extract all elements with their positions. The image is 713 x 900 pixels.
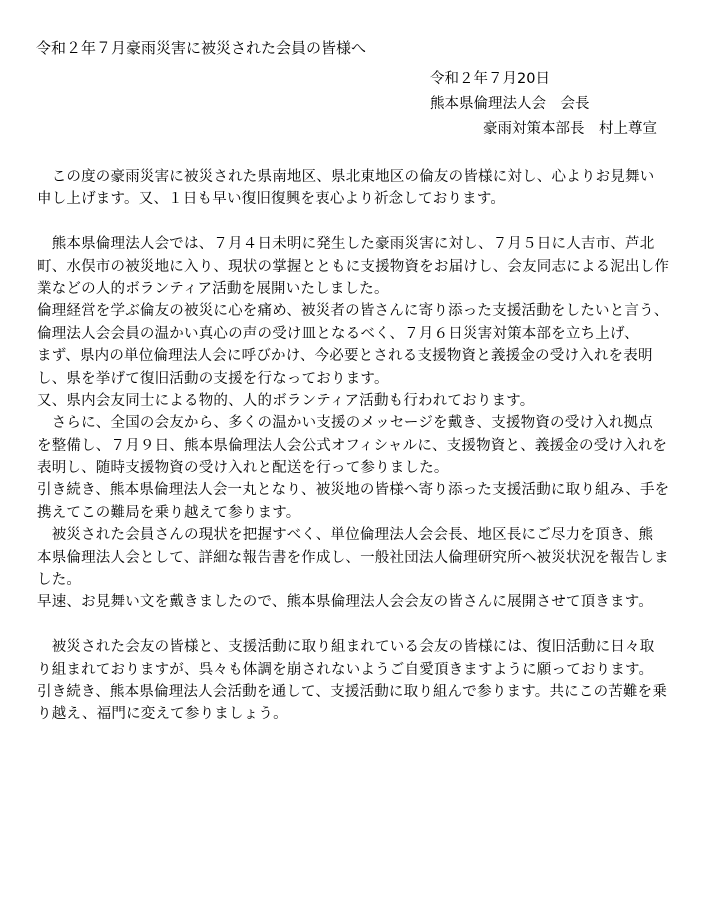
sender-headquarters: 豪雨対策本部長 村上尊宣	[483, 121, 657, 137]
body-line: 早速、お見舞い文を戴きましたので、熊本県倫理法人会会友の皆さんに展開させて頂きます。	[37, 594, 653, 611]
body-line: 業などの人的ボランティア活動を展開いたしました。	[37, 280, 389, 297]
body-line: 被災された会友の皆様と、支援活動に取り組まれている会友の皆様には、復旧活動に日々取	[37, 639, 655, 656]
body-line: 倫理法人会会員の温かい真心の声の受け皿となるべく、７月６日災害対策本部を立ち上げ、	[37, 325, 639, 342]
paragraph-gap	[37, 614, 687, 636]
letter-date: 令和２年７月20日	[430, 71, 550, 87]
letter-body	[37, 166, 687, 726]
body-line: 携えてこの難局を乗り越えて参ります。	[37, 504, 301, 521]
body-line: し、県を挙げて復旧活動の支援を行なっております。	[37, 370, 389, 387]
body-line: 被災された会員さんの現状を把握すべく、単位倫理法人会会長、地区長にご尽力を頂き、熊	[37, 527, 654, 544]
body-line: り組まれておりますが、呉々も体調を崩されないようご自愛頂きますように願っております。	[37, 661, 654, 678]
body-line: この度の豪雨災害に被災された県南地区、県北東地区の倫友の皆様に対し、心よりお見舞い	[37, 169, 655, 185]
body-line: 表明し、随時支援物資の受け入れと配送を行って参りました。	[37, 460, 449, 477]
salutation-heading: 令和２年７月豪雨災害に被災された会員の皆様へ	[36, 39, 367, 57]
body-line: さらに、全国の会友から、多くの温かい支援のメッセージを戴き、支援物資の受け入れ拠点	[37, 415, 653, 432]
body-line: 本県倫理法人会として、詳細な報告書を作成し、一般社団法人倫理研究所へ被災状況を報告しま	[37, 549, 669, 566]
body-line: り越え、福門に変えて参りましょう。	[37, 706, 288, 723]
body-line: 熊本県倫理法人会では、７月４日未明に発生した豪雨災害に対し、７月５日に人吉市、芦北	[37, 236, 655, 253]
paragraph-gap	[37, 211, 687, 233]
body-line: した。	[37, 572, 82, 589]
body-line: 引き続き、熊本県倫理法人会一丸となり、被災地の皆様へ寄り添った支援活動に取り組み、手を	[37, 482, 670, 499]
body-line: まず、県内の単位倫理法人会に呼びかけ、今必要とされる支援物資と義援金の受け入れを表明	[37, 348, 653, 365]
body-line: 倫理経営を学ぶ倫友の被災に心を痛め、被災者の皆さんに寄り添った支援活動をしたいと言う、	[37, 303, 669, 320]
body-line: 町、水俣市の被災地に入り、現状の掌握とともに支援物資をお届けし、会友同志による泥出し作	[37, 258, 670, 275]
sender-organization: 熊本県倫理法人会 会長	[430, 96, 590, 112]
body-line: 引き続き、熊本県倫理法人会活動を通して、支援活動に取り組んで参ります。共にこの苦難を乗	[37, 683, 668, 700]
body-line: を整備し、７月９日、熊本県倫理法人会公式オフィシャルに、支援物資と、義援金の受け入れを	[37, 437, 668, 454]
body-line: 申し上げます。又、１日も早い復旧復興を衷心より祈念しております。	[37, 191, 506, 208]
body-line: 又、県内会友同士による物的、人的ボランティア活動も行われております。	[37, 392, 535, 409]
